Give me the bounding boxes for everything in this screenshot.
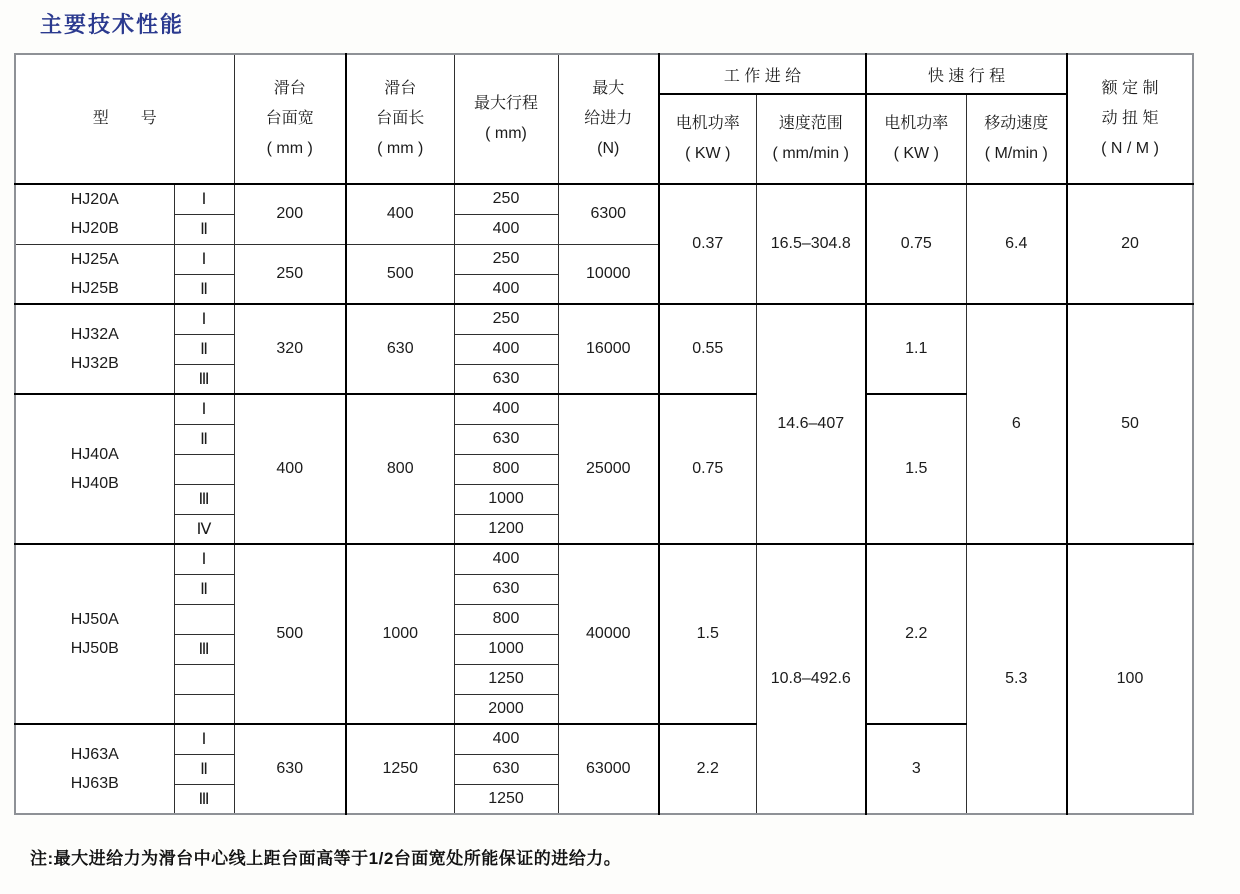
model-cell: [15, 184, 174, 244]
max-force-cell: 25000: [558, 394, 659, 544]
model-line: HJ50A: [70, 611, 119, 628]
header-line: ( M/min ): [984, 145, 1048, 162]
header-model: [15, 54, 234, 184]
header-work-feed-group: 工 作 进 给: [659, 54, 866, 94]
stroke-cell: 2000: [454, 694, 558, 724]
work-speed-cell: 14.6–407: [756, 304, 866, 544]
model-line: HJ25A: [70, 250, 119, 268]
variant-cell: Ⅲ: [174, 634, 234, 664]
header-line: 最大行程: [474, 95, 539, 112]
header-line: ( mm ): [266, 140, 313, 157]
footnote: 注:最大进给力为滑台中心线上距台面高等于1/2台面宽处所能保证的进给力。: [30, 849, 622, 868]
rapid-power-cell: 1.5: [866, 394, 966, 544]
max-force-cell: 40000: [558, 544, 659, 724]
stroke-cell: 400: [454, 544, 558, 574]
rapid-power-cell: 2.2: [866, 544, 966, 724]
model-line: HJ25B: [70, 279, 119, 297]
model-line: HJ40A: [70, 446, 119, 463]
header-table-width: [234, 54, 346, 184]
header-table-length: [346, 54, 454, 184]
max-force-cell: 6300: [558, 184, 659, 244]
header-line: 给进力: [584, 110, 633, 127]
table-header: [15, 54, 1193, 184]
variant-cell: Ⅲ: [174, 364, 234, 394]
model-cell: [15, 544, 174, 724]
stroke-cell: 630: [454, 754, 558, 784]
stroke-cell: 400: [454, 214, 558, 244]
variant-cell: Ⅰ: [174, 724, 234, 754]
header-line: ( mm ): [377, 140, 424, 157]
stroke-cell: 250: [454, 184, 558, 214]
page-title: 主要技术性能: [40, 12, 185, 37]
table-length-cell: 500: [346, 244, 454, 304]
variant-cell: Ⅰ: [174, 184, 234, 214]
stroke-cell: 1200: [454, 514, 558, 544]
header-line: 型 号: [92, 110, 157, 127]
model-cell: [15, 724, 174, 814]
model-line: HJ32A: [70, 326, 119, 343]
header-work-motor-power: [659, 94, 756, 184]
header-line: ( KW ): [685, 145, 731, 162]
header-rated-brake-torque: [1067, 54, 1193, 184]
stroke-cell: 250: [454, 304, 558, 334]
header-row-groups: [15, 54, 1193, 94]
variant-cell-empty: [174, 694, 234, 724]
header-max-force: [558, 54, 659, 184]
table-width-cell: 400: [234, 394, 346, 544]
header-work-speed-range: [756, 94, 866, 184]
stroke-cell: 630: [454, 424, 558, 454]
stroke-cell: 800: [454, 604, 558, 634]
variant-cell: Ⅰ: [174, 244, 234, 274]
stroke-cell: 400: [454, 334, 558, 364]
model-cell: [15, 244, 174, 304]
header-line: 台面长: [376, 110, 425, 127]
variant-cell: Ⅲ: [174, 784, 234, 814]
header-line: ( mm): [485, 125, 527, 142]
rapid-power-cell: 3: [866, 724, 966, 814]
header-line: 最大: [592, 80, 625, 97]
variant-cell: Ⅲ: [174, 484, 234, 514]
variant-cell-empty: [174, 664, 234, 694]
stroke-cell: 1000: [454, 484, 558, 514]
rapid-power-cell: 0.75: [866, 184, 966, 304]
header-line: 滑台: [384, 80, 417, 97]
model-line: HJ40B: [70, 475, 119, 492]
model-line: HJ20B: [70, 220, 119, 238]
rapid-speed-cell: 6.4: [966, 184, 1067, 304]
table-length-cell: 1000: [346, 544, 454, 724]
stroke-cell: 400: [454, 724, 558, 754]
work-speed-cell: 10.8–492.6: [756, 544, 866, 814]
header-line: ( N / M ): [1101, 140, 1159, 157]
spec-table: [14, 53, 1194, 815]
variant-cell: Ⅳ: [174, 514, 234, 544]
stroke-cell: 250: [454, 244, 558, 274]
variant-cell: Ⅰ: [174, 304, 234, 334]
table-width-cell: 630: [234, 724, 346, 814]
header-line: 额 定 制: [1101, 80, 1159, 97]
stroke-cell: 1250: [454, 784, 558, 814]
table-row: [15, 544, 1193, 574]
table-width-cell: 320: [234, 304, 346, 394]
model-line: HJ63B: [70, 775, 119, 792]
stroke-cell: 630: [454, 364, 558, 394]
stroke-cell: 630: [454, 574, 558, 604]
variant-cell-empty: [174, 604, 234, 634]
model-line: HJ50B: [70, 640, 119, 657]
variant-cell: Ⅱ: [174, 754, 234, 784]
variant-cell: Ⅱ: [174, 274, 234, 304]
table-length-cell: 400: [346, 184, 454, 244]
header-line: ( KW ): [893, 145, 939, 162]
header-line: ( mm/min ): [772, 145, 849, 162]
table-length-cell: 630: [346, 304, 454, 394]
max-force-cell: 16000: [558, 304, 659, 394]
work-power-cell: 0.37: [659, 184, 756, 304]
variant-cell: Ⅱ: [174, 334, 234, 364]
header-line: (N): [597, 140, 620, 157]
variant-cell: Ⅱ: [174, 574, 234, 604]
torque-cell: 100: [1067, 544, 1193, 814]
header-max-stroke: [454, 54, 558, 184]
table-length-cell: 800: [346, 394, 454, 544]
stroke-cell: 400: [454, 394, 558, 424]
table-length-cell: 1250: [346, 724, 454, 814]
header-rapid-move-speed: [966, 94, 1067, 184]
model-cell: [15, 394, 174, 544]
table-width-cell: 250: [234, 244, 346, 304]
stroke-cell: 800: [454, 454, 558, 484]
table-row: [15, 304, 1193, 334]
variant-cell: Ⅱ: [174, 424, 234, 454]
stroke-cell: 1000: [454, 634, 558, 664]
stroke-cell: 1250: [454, 664, 558, 694]
header-line: 动 扭 矩: [1101, 110, 1159, 127]
model-line: HJ32B: [70, 355, 119, 372]
header-line: 电机功率: [675, 115, 740, 132]
header-line: 滑台: [273, 80, 306, 97]
table-row: [15, 184, 1193, 214]
header-rapid-travel-group: 快 速 行 程: [866, 54, 1067, 94]
model-line: HJ20A: [70, 191, 119, 209]
variant-cell: Ⅰ: [174, 544, 234, 574]
table-body: [15, 184, 1193, 814]
stroke-cell: 400: [454, 274, 558, 304]
work-power-cell: 0.55: [659, 304, 756, 394]
work-power-cell: 0.75: [659, 394, 756, 544]
torque-cell: 20: [1067, 184, 1193, 304]
rapid-power-cell: 1.1: [866, 304, 966, 394]
rapid-speed-cell: 6: [966, 304, 1067, 544]
header-line: 速度范围: [778, 115, 843, 132]
header-line: 移动速度: [984, 115, 1049, 132]
max-force-cell: 10000: [558, 244, 659, 304]
work-power-cell: 2.2: [659, 724, 756, 814]
header-line: 电机功率: [884, 115, 949, 132]
variant-cell: Ⅰ: [174, 394, 234, 424]
work-speed-cell: 16.5–304.8: [756, 184, 866, 304]
table-width-cell: 500: [234, 544, 346, 724]
max-force-cell: 63000: [558, 724, 659, 814]
variant-cell-empty: [174, 454, 234, 484]
torque-cell: 50: [1067, 304, 1193, 544]
work-power-cell: 1.5: [659, 544, 756, 724]
rapid-speed-cell: 5.3: [966, 544, 1067, 814]
model-cell: [15, 304, 174, 394]
table-width-cell: 200: [234, 184, 346, 244]
model-line: HJ63A: [70, 746, 119, 763]
variant-cell: Ⅱ: [174, 214, 234, 244]
header-rapid-motor-power: [866, 94, 966, 184]
header-line: 台面宽: [265, 110, 314, 127]
